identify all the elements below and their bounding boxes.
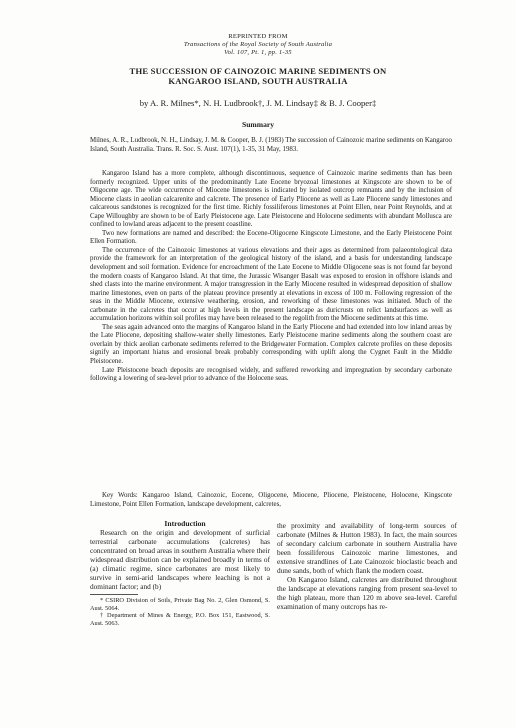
title-line-2: KANGAROO ISLAND, SOUTH AUSTRALIA	[168, 76, 348, 87]
intro-paragraph-left: Research on the origin and development of surficial terrestrial carbonate accumulations (calcretes) has concentrated on broad areas in southern Australia where their widespread distribution can be explained broadly in terms of (a) climatic regime, since carbonates are most likely to survive in semi-arid landscapes where leaching is not a dominant factor; and (b)	[90, 528, 270, 591]
footnote-mines: † Department of Mines & Energy, P.O. Box 151, Eastwood, S. Aust. 5063.	[90, 612, 270, 627]
journal-line: Transactions of the Royal Society of South Australia	[183, 41, 333, 49]
abstract-paragraph: Kangaroo Island has a more complete, although discontinuous, sequence of Cainozoic marine sediments than has been formerly recognized. Upper units of the predominantly Late Eocene bryozoal limestones at Kingscote are shown to be of Oligocene age. The wide occurrence of Miocene limestones is indicated by isolated outcrop remnants and by the inclusion of Miocene clasts in aeolian calcarenite and calcrete. The presence of Early Pliocene as well as Late Pliocene sandy limestones and calcareous sandstones is recognized for the first time. Richly fossiliferous limestones at Point Ellen, near Point Reynolds, and at Cape Willoughby are shown to be of Early Pleistocene age. Late Pleistocene and Holocene sediments with abundant Mollusca are confined to lowland areas adjacent to the present coastline.	[90, 170, 452, 229]
footnote-csiro: * CSIRO Division of Soils, Private Bag No. 2, Glen Osmond, S. Aust. 5064.	[90, 597, 270, 612]
title-line-1: THE SUCCESSION OF CAINOZOIC MARINE SEDIMENTS ON	[129, 66, 387, 76]
abstract-paragraph: Two new formations are named and described: the Eocene-Oligocene Kingscote Limestone, and the Early Pleistocene Point Ellen Formation.	[90, 229, 452, 246]
summary-heading: Summary	[241, 120, 275, 129]
abstract-paragraph: The occurrence of the Cainozoic limestones at various elevations and their ages as determined from palaeontological data provide the framework for an interpretation of the geological history of the island, and a basis for understanding landscape development and soil formation. Evidence for encroachment of the Late Eocene to Middle Oligocene seas is not found far beyond the modern coasts of Kangaroo Island. At that time, the Jurassic Wisanger Basalt was exposed to erosion in offshore islands and shed clasts into the marine environment. A major transgression in the Early Miocene resulted in widespread deposition of shallow marine limestones, even on parts of the plateau province presently at elevations in excess of 100 m. Following regression of the seas in the Middle Miocene, extensive weathering, erosion, and reworking of these limestones was initiated. Much of the carbonate in the calcretes that occur at high levels in the present landscape as duricrusts on relict landsurfaces as well as accumulation horizons within soil profiles may have been released to the regolith from the Miocene sediments at this time.	[90, 246, 452, 323]
reprint-line: REPRINTED FROM	[228, 33, 288, 40]
author-list: by A. R. Milnes*, N. H. Ludbrook†, J. M. Lindsay‡ & B. J. Cooper‡	[139, 98, 377, 108]
abstract-paragraph: Late Pleistocene beach deposits are recognised widely, and suffered reworking and impregnation by secondary carbonate following a lowering of sea-level prior to advance of the Holocene seas.	[90, 366, 452, 383]
abstract-paragraph: The seas again advanced onto the margins of Kangaroo Island in the Early Pliocene and had extended into low inland areas by the Late Pliocene, depositing shallow-water shelly limestones. Early Pleistocene marine sediments along the southern coast are overlain by thick aeolian carbonate sediments referred to the Bridgewater Formation. Complex calcrete profiles on these deposits signify an important hiatus and erosional break probably corresponding with uplift along the Cygnet Fault in the Middle Pleistocene.	[90, 323, 452, 366]
volume-line: Vol. 107, Pt. 1, pp. 1-35	[224, 49, 292, 57]
paper-title	[60, 66, 456, 87]
right-column	[277, 521, 457, 611]
reprint-header	[0, 33, 516, 58]
abstract	[90, 170, 452, 384]
footnote-divider	[90, 594, 138, 595]
keywords: Key Words: Kangaroo Island, Cainozoic, Eocene, Oligocene, Miocene, Pliocene, Pleistocene, Holocene, Kingscote Limestone, Point Ellen Formation, landscape development, calcretes,	[90, 492, 452, 508]
intro-paragraph-right-2: On Kangaroo Island, calcretes are distributed throughout the landscape at elevations ranging from present sea-level to the high plateau, more than 120 m above sea-level. Careful examination of many outcrops has re-	[277, 575, 457, 611]
left-column	[90, 519, 270, 627]
intro-paragraph-right-1: the proximity and availability of long-term sources of carbonate (Milnes & Hutton 1983). In fact, the main sources of secondary calcium carbonate in southern Australia have been fossiliferous Cainozoic marine limestones, and extensive strandlines of Late Cainozoic bioclastic beach and dune sands, both of which flank the modern coast.	[277, 521, 457, 575]
citation: Milnes, A. R., Ludbrook, N. H., Lindsay, J. M. & Cooper, B. J. (1983) The succession of Cainozoic marine sediments on Kangaroo Island, South Australia. Trans. R. Soc. S. Aust. 107(1), 1-35, 31 May, 1983.	[90, 137, 452, 153]
introduction-heading: Introduction	[164, 519, 206, 528]
